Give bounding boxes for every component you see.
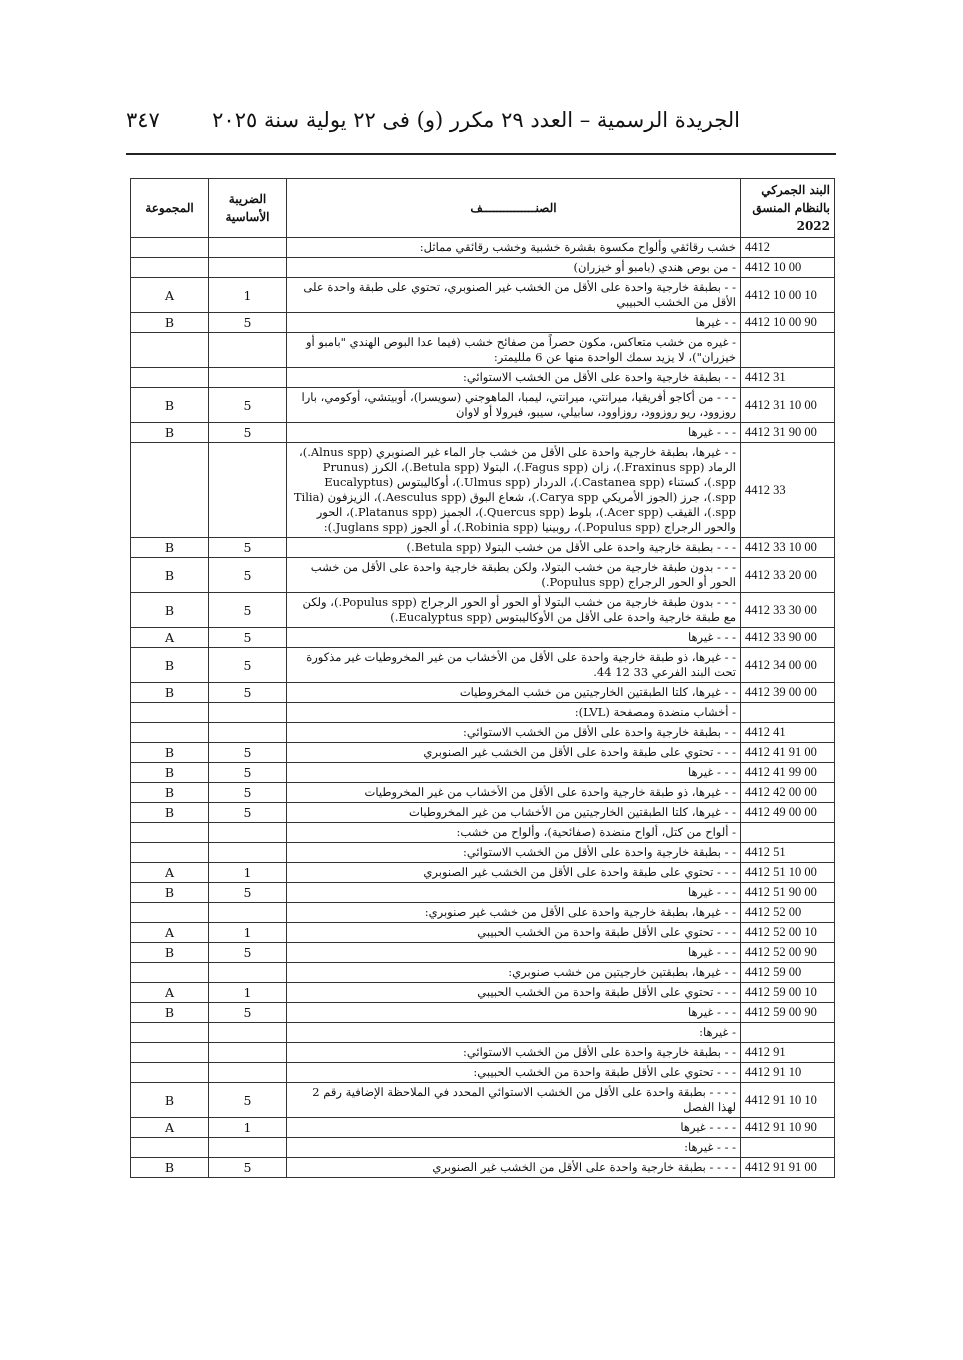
page-header: [126, 104, 836, 144]
tariff-table: [130, 178, 835, 1178]
table-row: [131, 258, 835, 278]
cell-group: [131, 238, 209, 258]
cell-description: - - - - غيرها: [287, 1118, 741, 1138]
cell-description: - - - غيرها: [287, 1003, 741, 1023]
table-row: [131, 1063, 835, 1083]
cell-description: - - - غيرها: [287, 628, 741, 648]
cell-code: 4412 52 00: [741, 903, 835, 923]
table-row: [131, 368, 835, 388]
cell-description: - غيره من خشب متعاكس، مكون حصراً من صفائح خشب (فيما عدا البوص الهندي "بامبو أو خيزران")، لا يزيد سمك الواحدة منها عن 6 ملليمتر:: [287, 333, 741, 368]
cell-group: [131, 723, 209, 743]
table-row: [131, 1118, 835, 1138]
cell-duty: [209, 823, 287, 843]
cell-description: - - - تحتوي على الأقل طبقة واحدة من الخشب الحبيبي:: [287, 1063, 741, 1083]
cell-description: - - - غيرها: [287, 763, 741, 783]
cell-code: 4412 91: [741, 1043, 835, 1063]
cell-description: - - بطبقة خارجية واحدة على الأقل من الخشب الاستوائي:: [287, 1043, 741, 1063]
cell-description: - - بطبقة خارجية واحدة على الأقل من الخشب غير الصنوبري، تحتوي على طبقة واحدة على الأقل من الخشب الحبيبي: [287, 278, 741, 313]
cell-duty: 5: [209, 388, 287, 423]
cell-group: B: [131, 763, 209, 783]
cell-description: خشب رقائقي وألواح مكسوة بقشرة خشبية وخشب رقائقي مماثل:: [287, 238, 741, 258]
cell-description: - غيرها:: [287, 1023, 741, 1043]
cell-description: - ألواح من كتل، ألواح منضدة (صفائحية)، وألواح من خشب:: [287, 823, 741, 843]
cell-code: 4412 39 00 00: [741, 683, 835, 703]
cell-code: 4412 59 00: [741, 963, 835, 983]
cell-duty: 5: [209, 628, 287, 648]
header-group: المجموعة: [131, 179, 209, 238]
cell-duty: [209, 368, 287, 388]
cell-duty: 5: [209, 423, 287, 443]
cell-description: - - غيرها، ذو طبقة خارجية واحدة على الأقل من الأخشاب من غير المخروطيات: [287, 783, 741, 803]
cell-description: - - غيرها، بطبقة خارجية واحدة على الأقل من خشب غير صنوبري:: [287, 903, 741, 923]
cell-code: 4412 31: [741, 368, 835, 388]
cell-group: B: [131, 783, 209, 803]
page-number: ٣٤٧: [126, 108, 160, 132]
cell-group: [131, 368, 209, 388]
cell-duty: [209, 1043, 287, 1063]
cell-code: 4412 91 10: [741, 1063, 835, 1083]
cell-group: B: [131, 538, 209, 558]
cell-code: 4412 34 00 00: [741, 648, 835, 683]
cell-code: 4412 41 99 00: [741, 763, 835, 783]
cell-code: 4412 41 91 00: [741, 743, 835, 763]
cell-group: A: [131, 983, 209, 1003]
cell-duty: 5: [209, 743, 287, 763]
cell-duty: 1: [209, 983, 287, 1003]
cell-duty: 1: [209, 278, 287, 313]
cell-group: [131, 1043, 209, 1063]
cell-group: B: [131, 558, 209, 593]
cell-description: - - - بطبقة خارجية واحدة على الأقل من خشب البتولا (Betula spp.): [287, 538, 741, 558]
cell-duty: [209, 333, 287, 368]
tariff-table-wrapper: [130, 178, 834, 1178]
cell-duty: 1: [209, 923, 287, 943]
table-row: [131, 238, 835, 258]
cell-description: - - غيرها، كلتا الطبقتين الخارجيتين من الأخشاب من غير المخروطيات: [287, 803, 741, 823]
table-row: [131, 628, 835, 648]
table-row: [131, 278, 835, 313]
cell-duty: [209, 258, 287, 278]
cell-code: 4412 52 00 90: [741, 943, 835, 963]
table-row: [131, 783, 835, 803]
cell-group: [131, 333, 209, 368]
cell-group: [131, 1023, 209, 1043]
cell-duty: [209, 843, 287, 863]
table-row: [131, 1003, 835, 1023]
table-row: [131, 1043, 835, 1063]
table-row: [131, 743, 835, 763]
cell-duty: 5: [209, 313, 287, 333]
cell-group: B: [131, 423, 209, 443]
cell-description: - - - تحتوي على الأقل طبقة واحدة من الخشب الحبيبي: [287, 983, 741, 1003]
cell-description: - - - تحتوي على طبقة واحدة على الأقل من الخشب غير الصنوبري: [287, 863, 741, 883]
table-header-row: [131, 179, 835, 238]
table-row: [131, 883, 835, 903]
cell-code: [741, 703, 835, 723]
cell-duty: [209, 1138, 287, 1158]
cell-duty: 5: [209, 1003, 287, 1023]
table-row: [131, 333, 835, 368]
table-row: [131, 863, 835, 883]
table-row: [131, 723, 835, 743]
cell-group: [131, 1063, 209, 1083]
cell-group: B: [131, 943, 209, 963]
cell-code: 4412 41: [741, 723, 835, 743]
table-row: [131, 943, 835, 963]
cell-description: - - - - بطبقة واحدة على الأقل من الخشب الاستوائي المحدد في الملاحظة الإضافية رقم 2 لهذا الفصل: [287, 1083, 741, 1118]
cell-code: 4412 31 90 00: [741, 423, 835, 443]
cell-group: B: [131, 648, 209, 683]
header-description: الصنـــــــــــــــف: [287, 179, 741, 238]
cell-code: 4412 49 00 00: [741, 803, 835, 823]
cell-group: [131, 1138, 209, 1158]
cell-code: 4412 59 00 10: [741, 983, 835, 1003]
cell-group: B: [131, 593, 209, 628]
cell-code: 4412 33 30 00: [741, 593, 835, 628]
cell-group: [131, 703, 209, 723]
cell-code: 4412 91 10 90: [741, 1118, 835, 1138]
cell-duty: 5: [209, 763, 287, 783]
cell-code: [741, 823, 835, 843]
cell-code: 4412 51 10 00: [741, 863, 835, 883]
cell-code: [741, 333, 835, 368]
cell-group: [131, 443, 209, 538]
cell-duty: 1: [209, 863, 287, 883]
cell-code: 4412 42 00 00: [741, 783, 835, 803]
table-row: [131, 763, 835, 783]
cell-description: - - بطبقة خارجية واحدة على الأقل من الخشب الاستوائي:: [287, 843, 741, 863]
cell-duty: 5: [209, 648, 287, 683]
header-code: البند الجمركي بالنظام المنسق 2022: [741, 179, 835, 238]
cell-group: [131, 963, 209, 983]
cell-description: - - - غيرها: [287, 883, 741, 903]
cell-code: 4412 33 10 00: [741, 538, 835, 558]
cell-duty: 5: [209, 558, 287, 593]
table-row: [131, 423, 835, 443]
cell-description: - - غيرها، بطبقتين خارجيتين من خشب صنوبري:: [287, 963, 741, 983]
cell-description: - - - غيرها: [287, 943, 741, 963]
cell-code: [741, 1023, 835, 1043]
table-row: [131, 1138, 835, 1158]
cell-duty: 5: [209, 783, 287, 803]
table-row: [131, 558, 835, 593]
table-body: [131, 238, 835, 1178]
table-row: [131, 923, 835, 943]
cell-code: 4412 33: [741, 443, 835, 538]
cell-description: - - - تحتوي على الأقل طبقة واحدة من الخشب الحبيبي: [287, 923, 741, 943]
cell-code: 4412 91 91 00: [741, 1158, 835, 1178]
cell-group: B: [131, 883, 209, 903]
table-row: [131, 703, 835, 723]
table-row: [131, 843, 835, 863]
cell-description: - - - - بطبقة خارجية واحدة على الأقل من الخشب غير الصنوبري: [287, 1158, 741, 1178]
table-row: [131, 388, 835, 423]
cell-description: - - - من أكاجو أفريقيا، ميرانتي، ميرانتي، ليمبا، الماهوجني (سويسرا)، أوبيتشي، أوكومي، بارا روزوود، ريو روزوود، روزاوود، سابيلي، سيبو، فيرولا أو لاوان: [287, 388, 741, 423]
cell-code: 4412 33 90 00: [741, 628, 835, 648]
cell-code: 4412 33 20 00: [741, 558, 835, 593]
cell-description: - - غيرها، بطبقة خارجية واحدة على الأقل من خشب جار الماء غير الصنوبري (Alnus spp.)، الرماد (Fraxinus spp.)، زان (Fagus spp.)، البتولا (Betula spp.)، الكرز (Prunus spp.)، كستناء (Castanea spp.)، الدردار (Ulmus spp.)، أوكاليبتوس (Eucalyptus spp.)، جرز (الجوز الأمريكي Carya spp.)، شعاع البوق (Aesculus spp.)، الزيزفون (Tilia spp.)، القيقب (Acer spp.)، بلوط (Quercus spp.)، الجميز (Platanus spp.)، الحور والحور الرجراج (Populus spp.)، روبينيا (Robinia spp.)، أو الجوز (Juglans spp.):: [287, 443, 741, 538]
header-duty: الضريبة الأساسية: [209, 179, 287, 238]
table-row: [131, 313, 835, 333]
cell-description: - - بطبقة خارجية واحدة على الأقل من الخشب الاستوائي:: [287, 368, 741, 388]
cell-duty: 1: [209, 1118, 287, 1138]
table-row: [131, 1083, 835, 1118]
cell-code: 4412: [741, 238, 835, 258]
cell-description: - - غيرها: [287, 313, 741, 333]
cell-description: - - - بدون طبقة خارجية من خشب البتولا، ولكن بطبقة خارجية واحدة على الأقل من خشب الحور أو الحور الرجراج (Populus spp.): [287, 558, 741, 593]
cell-group: A: [131, 628, 209, 648]
cell-code: 4412 10 00 90: [741, 313, 835, 333]
cell-code: 4412 59 00 90: [741, 1003, 835, 1023]
cell-description: - أخشاب منضدة ومصفحة (LVL):: [287, 703, 741, 723]
cell-code: 4412 51 90 00: [741, 883, 835, 903]
cell-group: A: [131, 863, 209, 883]
table-row: [131, 1023, 835, 1043]
cell-duty: [209, 1023, 287, 1043]
cell-group: B: [131, 1003, 209, 1023]
cell-duty: 5: [209, 538, 287, 558]
cell-duty: [209, 443, 287, 538]
table-row: [131, 823, 835, 843]
table-row: [131, 538, 835, 558]
cell-description: - من بوص هندي (بامبو أو خيزران): [287, 258, 741, 278]
cell-duty: [209, 238, 287, 258]
cell-group: B: [131, 803, 209, 823]
cell-group: A: [131, 278, 209, 313]
cell-description: - - - بدون طبقة خارجية من خشب البتولا أو الحور أو الحور الرجراج (Populus spp.)، ولكن مع طبقة خارجية واحدة على الأقل من الأوكاليبتوس (Eucalyptus spp.): [287, 593, 741, 628]
cell-description: - - بطبقة خارجية واحدة على الأقل من الخشب الاستوائي:: [287, 723, 741, 743]
cell-duty: 5: [209, 1158, 287, 1178]
cell-duty: [209, 703, 287, 723]
table-row: [131, 593, 835, 628]
cell-code: 4412 51: [741, 843, 835, 863]
cell-group: A: [131, 1118, 209, 1138]
cell-code: 4412 91 10 10: [741, 1083, 835, 1118]
cell-description: - - غيرها، ذو طبقة خارجية واحدة على الأقل من الأخشاب من غير المخروطيات غير مذكورة تحت البند الفرعي 33 12 44.: [287, 648, 741, 683]
cell-group: B: [131, 313, 209, 333]
cell-group: B: [131, 1083, 209, 1118]
cell-description: - - غيرها، كلتا الطبقتين الخارجيتين من خشب المخروطيات: [287, 683, 741, 703]
table-row: [131, 443, 835, 538]
cell-duty: 5: [209, 593, 287, 628]
cell-group: [131, 903, 209, 923]
cell-group: [131, 258, 209, 278]
cell-group: A: [131, 923, 209, 943]
cell-code: 4412 52 00 10: [741, 923, 835, 943]
cell-duty: 5: [209, 683, 287, 703]
cell-group: [131, 823, 209, 843]
cell-description: - - - تحتوي على طبقة واحدة على الأقل من الخشب غير الصنوبري: [287, 743, 741, 763]
cell-duty: [209, 723, 287, 743]
cell-code: 4412 10 00 10: [741, 278, 835, 313]
table-row: [131, 983, 835, 1003]
cell-code: [741, 1138, 835, 1158]
table-row: [131, 683, 835, 703]
table-row: [131, 963, 835, 983]
cell-duty: 5: [209, 803, 287, 823]
cell-duty: 5: [209, 883, 287, 903]
cell-group: B: [131, 388, 209, 423]
cell-group: [131, 843, 209, 863]
cell-duty: 5: [209, 1083, 287, 1118]
cell-code: 4412 31 10 00: [741, 388, 835, 423]
cell-description: - - - غيرها: [287, 423, 741, 443]
cell-group: B: [131, 683, 209, 703]
header-rule: [126, 153, 836, 155]
cell-description: - - - غيرها:: [287, 1138, 741, 1158]
cell-group: B: [131, 1158, 209, 1178]
table-row: [131, 903, 835, 923]
cell-duty: [209, 1063, 287, 1083]
cell-duty: 5: [209, 943, 287, 963]
cell-duty: [209, 963, 287, 983]
table-row: [131, 1158, 835, 1178]
cell-code: 4412 10 00: [741, 258, 835, 278]
table-row: [131, 648, 835, 683]
gazette-title: الجريدة الرسمية – العدد ٢٩ مكرر (و) فى ٢٢ يولية سنة ٢٠٢٥: [212, 108, 740, 132]
cell-group: B: [131, 743, 209, 763]
cell-duty: [209, 903, 287, 923]
table-row: [131, 803, 835, 823]
